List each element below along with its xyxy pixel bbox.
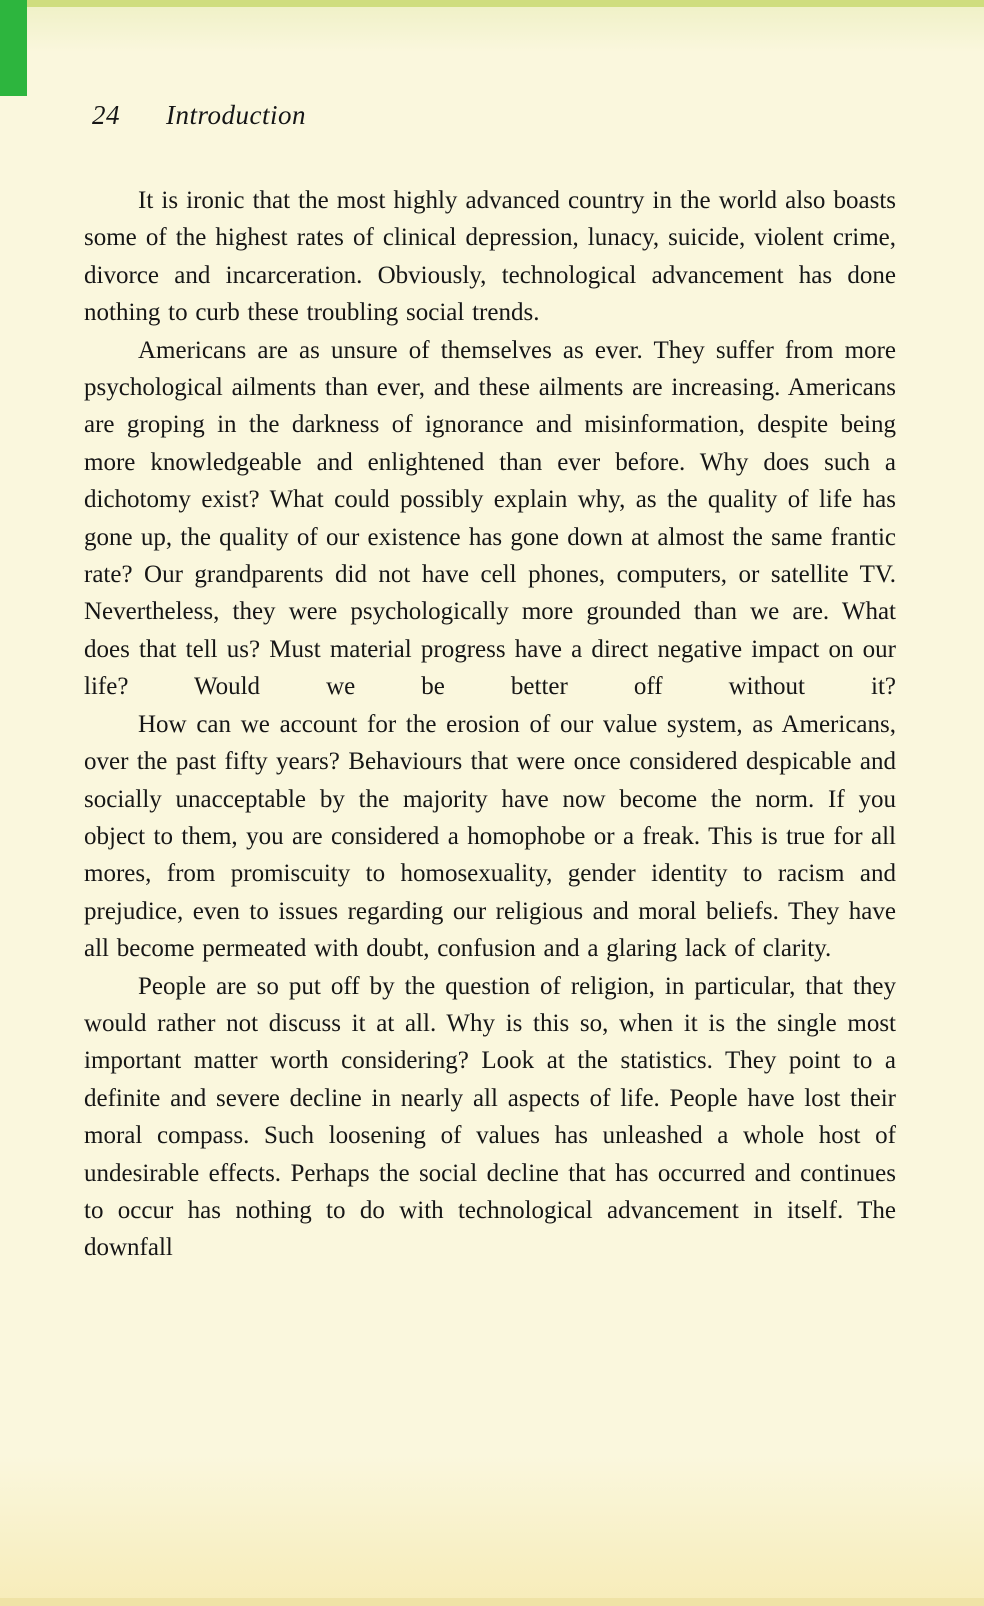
scan-top-tint <box>0 0 984 52</box>
page-number: 24 <box>92 100 120 130</box>
scan-bottom-edge-artifact <box>0 1598 984 1606</box>
scan-left-edge-artifact <box>0 0 27 96</box>
paragraph-4: People are so put off by the question of religion, in particular, that they would rather not discuss it at all. Why is this so, when it is the single most important matter worth considering? Look at the statistics. They point to a definite and severe decline in nearly all aspects of life. People have lost their moral compass. Such loosening of values has unleashed a whole host of undesirable effects. Perhaps the social decline that has occurred and continues to occur has nothing to do with technological advancement in itself. The downfall <box>84 972 896 1262</box>
running-header <box>92 100 306 131</box>
body-text <box>84 182 896 1267</box>
scan-bottom-tint <box>0 1456 984 1606</box>
paragraph-2: Americans are as unsure of themselves as ever. They suffer from more psychological ailments than ever, and these ailments are increasing. Americans are groping in the darkness of ignorance and misinformation, despite being more knowledgeable and enlightened than ever before. Why does such a dichotomy exist? What could possibly explain why, as the quality of life has gone up, the quality of our existence has gone down at almost the same frantic rate? Our grandparents did not have cell phones, computers, or satellite TV. Nevertheless, they were psychologically more grounded than we are. What does that tell us? Must material progress have a direct negative impact on our life? Would we be better off without it? <box>84 336 896 701</box>
paragraph-3: How can we account for the erosion of our value system, as Americans, over the past fifty years? Behaviours that were once considered despicable and socially unacceptable by the majority have now become the norm. If you object to them, you are considered a homophobe or a freak. This is true for all mores, from promiscuity to homosexuality, gender identity to racism and prejudice, even to issues regarding our religious and moral beliefs. They have all become permeated with doubt, confusion and a glaring lack of clarity. <box>84 710 896 963</box>
scan-top-edge-artifact <box>0 0 984 7</box>
paragraph-1: It is ironic that the most highly advanced country in the world also boasts some of the highest rates of clinical depression, lunacy, suicide, violent crime, divorce and incarceration. Obviously, technological advancement has done nothing to curb these troubling social trends. <box>84 187 896 327</box>
chapter-title: Introduction <box>166 100 306 130</box>
